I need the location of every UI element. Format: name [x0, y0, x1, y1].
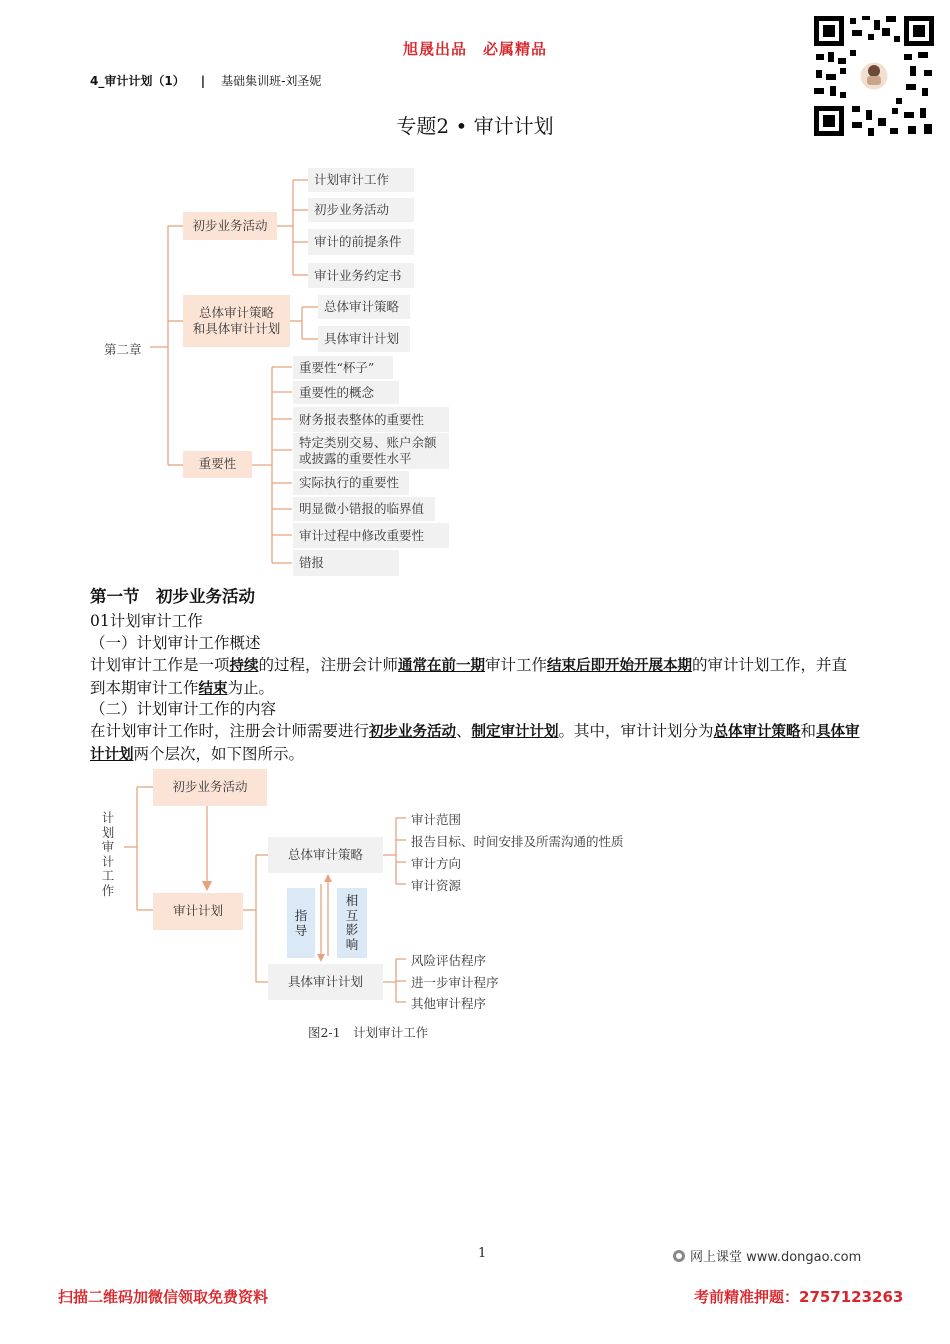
leaf-item: 初步业务活动 — [308, 198, 414, 222]
heading-content: （二）计划审计工作的内容 — [90, 700, 277, 718]
leaf-item: 明显微小错报的临界值 — [293, 497, 435, 521]
promo-left: 扫描二维码加微信领取免费资料 — [58, 1288, 269, 1306]
leaf-item: 审计业务约定书 — [308, 263, 414, 288]
leaf-item-line: 特定类别交易、账户余额 — [299, 435, 437, 451]
figure-caption: 图2-1 计划审计工作 — [308, 1025, 429, 1040]
figure-detailed-plan-box: 具体审计计划 — [268, 964, 383, 1000]
header-separator: | — [200, 74, 206, 88]
paragraph-content: 在计划审计工作时，注册会计师需要进行初步业务活动、制定审计计划。其中，审计计划分为总体审计策略和具体审计计划两个层次，如下图所示。 — [90, 722, 860, 763]
branch-label-line: 总体审计策略 — [198, 304, 274, 320]
heading-overview: （一）计划审计工作概述 — [90, 634, 261, 652]
figure-overall-strategy-box: 总体审计策略 — [268, 837, 383, 873]
leaf-item: 错报 — [293, 550, 399, 576]
detailed-item: 其他审计程序 — [411, 996, 487, 1011]
promo-right: 考前精准押题：2757123263 — [694, 1288, 904, 1306]
leaf-item: 审计过程中修改重要性 — [293, 523, 449, 548]
page-number: 1 — [478, 1246, 487, 1261]
figure-mutual-box: 相 互 影 响 — [337, 888, 367, 958]
brand-slogan: 旭晟出品 必属精品 — [402, 40, 547, 58]
overall-item: 审计范围 — [411, 812, 462, 827]
paragraph-overview: 计划审计工作是一项持续的过程，注册会计师通常在前一期审计工作结束后即开始开展本期的审计计划工作，并直到本期审计工作结束为止。 — [90, 656, 848, 697]
figure-guide-box: 指 导 — [287, 888, 315, 958]
overall-item: 报告目标、时间安排及所需沟通的性质 — [411, 834, 624, 849]
figure-vertical-label: 计 划 审 计 工 作 — [101, 810, 115, 898]
leaf-item-line: 或披露的重要性水平 — [299, 451, 412, 466]
figure-audit-plan-box: 审计计划 — [153, 893, 243, 930]
class-name: 基础集训班-刘圣妮 — [221, 74, 322, 88]
leaf-item: 重要性的概念 — [293, 381, 399, 404]
leaf-item: 实际执行的重要性 — [293, 471, 409, 495]
detailed-item: 进一步审计程序 — [411, 975, 499, 990]
leaf-item: 审计的前提条件 — [308, 229, 414, 255]
course-title: 4_审计计划（1） — [90, 74, 185, 88]
leaf-item: 计划审计工作 — [308, 168, 414, 192]
leaf-item: 总体审计策略 — [318, 295, 410, 319]
overall-item: 审计方向 — [411, 856, 462, 871]
branch-materiality: 重要性 — [183, 451, 252, 478]
branch-label-line: 和具体审计计划 — [192, 321, 281, 336]
logo-icon — [672, 1249, 686, 1263]
figure-preliminary-box: 初步业务活动 — [153, 769, 267, 806]
detailed-item: 风险评估程序 — [411, 953, 487, 968]
site-logo: 网上课堂 www.dongao.com — [672, 1246, 861, 1265]
subsection-title: 01计划审计工作 — [90, 612, 203, 630]
leaf-item: 财务报表整体的重要性 — [293, 407, 449, 432]
leaf-item: 具体审计计划 — [318, 326, 410, 352]
page-title: 专题2 • 审计计划 — [396, 114, 554, 138]
branch-preliminary: 初步业务活动 — [183, 212, 277, 240]
leaf-item: 重要性“杯子” — [293, 356, 393, 379]
section-title: 第一节 初步业务活动 — [90, 587, 255, 606]
overall-item: 审计资源 — [411, 878, 462, 893]
mindmap-root: 第二章 — [104, 342, 142, 357]
